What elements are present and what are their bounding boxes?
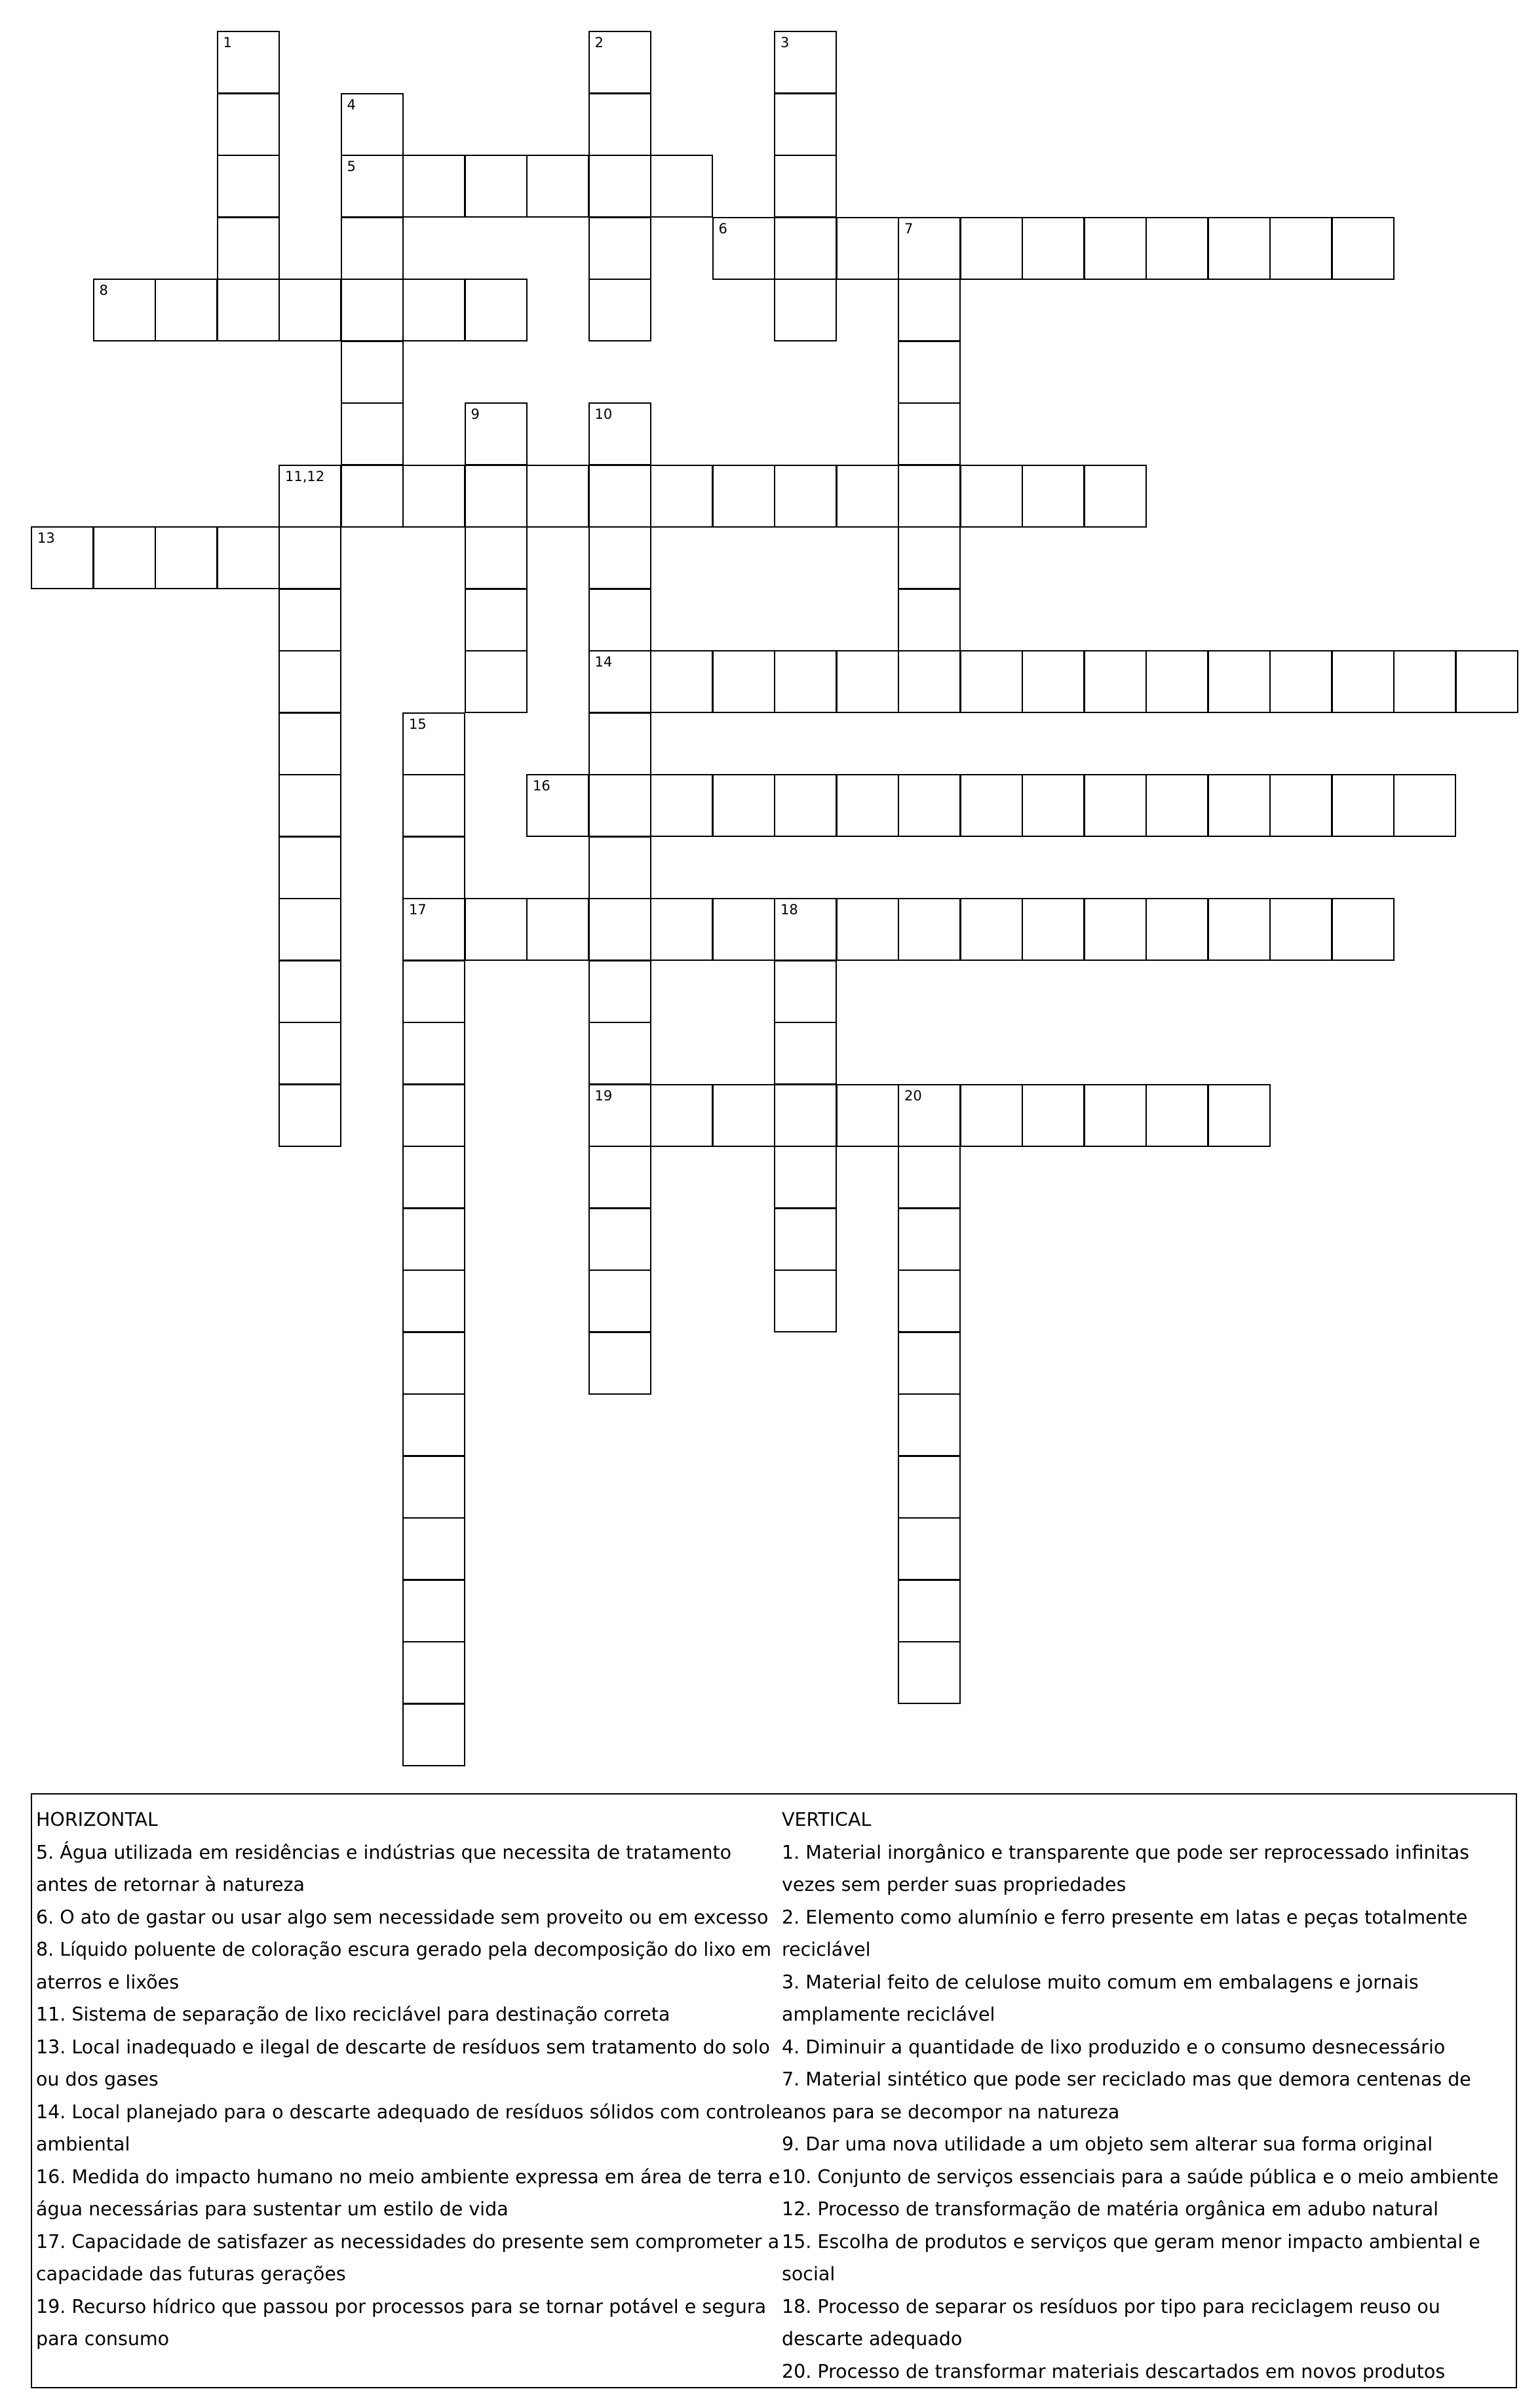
crossword-cell[interactable] (774, 1022, 837, 1085)
crossword-cell[interactable] (279, 589, 341, 651)
crossword-cell[interactable] (1393, 650, 1456, 713)
crossword-cell[interactable] (1208, 898, 1271, 961)
crossword-cell[interactable] (1084, 774, 1147, 837)
clue-number: 7 (904, 220, 914, 237)
crossword-cell[interactable] (31, 526, 94, 589)
crossword-cell[interactable] (1022, 774, 1085, 837)
clue-vertical-15: 15. Escolha de produtos e serviços que geram menor impacto ambiental e social (782, 2230, 1480, 2285)
clue-number: 4 (347, 96, 356, 113)
clue-number: 18 (780, 902, 798, 918)
crossword-cell[interactable] (341, 341, 404, 404)
crossword-cell[interactable] (774, 1208, 837, 1271)
crossword-cell[interactable] (588, 960, 651, 1023)
crossword-cell[interactable] (402, 279, 465, 341)
crossword-cell[interactable] (1332, 898, 1395, 961)
crossword-cell[interactable] (1022, 650, 1085, 713)
crossword-cell[interactable] (898, 1517, 961, 1580)
crossword-cell[interactable] (1269, 898, 1332, 961)
clue-horizontal-14: 14. Local planejado para o descarte adequado de resíduos sólidos com controle ambiental (36, 2101, 782, 2155)
crossword-cell[interactable] (217, 93, 280, 156)
crossword-cell[interactable] (402, 1393, 465, 1456)
crossword-cell[interactable] (93, 526, 156, 589)
crossword-cell[interactable] (588, 1270, 651, 1332)
crossword-cell[interactable] (465, 279, 528, 341)
crossword-cell[interactable] (712, 650, 775, 713)
crossword-cell[interactable] (1084, 898, 1147, 961)
crossword-cell[interactable] (588, 650, 651, 713)
crossword-cell[interactable] (279, 465, 341, 528)
crossword-cell[interactable] (279, 712, 341, 775)
crossword-cell[interactable] (1145, 898, 1208, 961)
crossword-cell[interactable] (217, 31, 280, 94)
crossword-cell[interactable] (1084, 217, 1147, 280)
crossword-cell[interactable] (650, 774, 713, 837)
crossword-cell[interactable] (588, 217, 651, 280)
clue-vertical-10: 10. Conjunto de serviços essenciais para a saúde pública e o meio ambiente (782, 2165, 1499, 2188)
clue-vertical-18: 18. Processo de separar os resíduos por tipo para reciclagem reuso ou descarte adequado (782, 2295, 1440, 2350)
crossword-cell[interactable] (836, 1084, 899, 1147)
crossword-cell[interactable] (960, 774, 1023, 837)
crossword-cell[interactable] (588, 589, 651, 651)
crossword-cell[interactable] (898, 1270, 961, 1332)
crossword-cell[interactable] (588, 279, 651, 341)
clue-vertical-4: 4. Diminuir a quantidade de lixo produzido e o consumo desnecessário (782, 2036, 1446, 2058)
crossword-cell[interactable] (1022, 898, 1085, 961)
crossword-cell[interactable] (341, 465, 404, 528)
crossword-cell[interactable] (279, 650, 341, 713)
crossword-cell[interactable] (1455, 650, 1518, 713)
crossword-cell[interactable] (960, 1084, 1023, 1147)
crossword-cell[interactable] (774, 774, 837, 837)
crossword-cell[interactable] (960, 650, 1023, 713)
crossword-cell[interactable] (650, 898, 713, 961)
crossword-cell[interactable] (1022, 465, 1085, 528)
clue-vertical-3: 3. Material feito de celulose muito comum em embalagens e jornais amplamente reciclável (782, 1971, 1419, 2025)
crossword-cell[interactable] (402, 1146, 465, 1209)
clue-number: 5 (347, 159, 356, 174)
crossword-cell[interactable] (898, 1393, 961, 1456)
crossword-cell[interactable] (898, 1641, 961, 1704)
crossword-cell[interactable] (341, 279, 404, 341)
clue-number: 9 (471, 406, 480, 422)
crossword-cell[interactable] (898, 279, 961, 341)
crossword-cell[interactable] (898, 1208, 961, 1271)
crossword-cell[interactable] (526, 465, 589, 528)
crossword-cell[interactable] (402, 1208, 465, 1271)
crossword-cell[interactable] (1145, 1084, 1208, 1147)
crossword-cell[interactable] (1084, 465, 1147, 528)
clue-number: 2 (594, 35, 604, 50)
crossword-cell[interactable] (1084, 1084, 1147, 1147)
crossword-cell[interactable] (402, 1517, 465, 1580)
crossword-cell[interactable] (402, 465, 465, 528)
crossword-cell[interactable] (279, 279, 341, 341)
crossword-cell[interactable] (960, 898, 1023, 961)
crossword-cell[interactable] (279, 1022, 341, 1085)
crossword-cell[interactable] (1208, 774, 1271, 837)
clue-number: 10 (594, 406, 613, 422)
crossword-cell[interactable] (402, 1703, 465, 1766)
crossword-cell[interactable] (774, 898, 837, 961)
crossword-cell[interactable] (526, 155, 589, 218)
crossword-cell[interactable] (279, 960, 341, 1023)
clue-horizontal-11: 11. Sistema de separação de lixo reciclável para destinação correta (36, 2004, 670, 2025)
clues-box (31, 1793, 1517, 2388)
crossword-cell[interactable] (588, 1332, 651, 1395)
crossword-cell[interactable] (898, 402, 961, 465)
crossword-cell[interactable] (774, 31, 837, 94)
crossword-cell[interactable] (279, 898, 341, 961)
crossword-cell[interactable] (774, 1084, 837, 1147)
crossword-cell[interactable] (898, 774, 961, 837)
clue-number: 13 (37, 530, 55, 546)
clue-number: 11,12 (285, 468, 325, 484)
crossword-cell[interactable] (898, 1580, 961, 1642)
clue-horizontal-8: 8. Líquido poluente de coloração escura gerado pela decomposição do lixo em aterros e lixões (36, 1939, 771, 1993)
clue-horizontal-19: 19. Recurso hídrico que passou por processos para se tornar potável e segura para consumo (36, 2295, 767, 2350)
crossword-cell[interactable] (774, 279, 837, 341)
crossword-cell[interactable] (588, 1084, 651, 1147)
crossword-cell[interactable] (588, 1146, 651, 1209)
crossword-cell[interactable] (465, 650, 528, 713)
clue-horizontal-13: 13. Local inadequado e ilegal de descarte de resíduos sem tratamento do solo ou dos gases (36, 2036, 770, 2090)
crossword-cell[interactable] (1332, 774, 1395, 837)
crossword-cell[interactable] (650, 155, 713, 218)
crossword-cell[interactable] (898, 1332, 961, 1395)
crossword-cell[interactable] (402, 836, 465, 899)
clue-number: 20 (904, 1087, 922, 1104)
crossword-cell[interactable] (465, 898, 528, 961)
crossword-cell[interactable] (279, 774, 341, 837)
clue-horizontal-17: 17. Capacidade de satisfazer as necessidades do presente sem comprometer a capacidade das futuras gerações (36, 2230, 780, 2285)
crossword-cell[interactable] (588, 774, 651, 837)
crossword-cell[interactable] (712, 1084, 775, 1147)
crossword-cell[interactable] (279, 526, 341, 589)
horizontal-clues (36, 1804, 783, 2356)
crossword-cell[interactable] (526, 898, 589, 961)
clue-vertical-9: 9. Dar uma nova utilidade a um objeto sem alterar sua forma original (782, 2133, 1433, 2155)
crossword-cell[interactable] (898, 1146, 961, 1209)
crossword-cell[interactable] (774, 217, 837, 280)
crossword-cell[interactable] (588, 1022, 651, 1085)
crossword-cell[interactable] (960, 465, 1023, 528)
clue-vertical-20: 20. Processo de transformar materiais descartados em novos produtos (782, 2360, 1446, 2382)
crossword-cell[interactable] (1145, 650, 1208, 713)
clue-horizontal-6: 6. O ato de gastar ou usar algo sem necessidade sem proveito ou em excesso (36, 1906, 769, 1928)
vertical-clues (782, 1804, 1514, 2388)
crossword-cell[interactable] (341, 93, 404, 156)
crossword-cell[interactable] (774, 93, 837, 156)
crossword-cell[interactable] (898, 526, 961, 589)
crossword-cell[interactable] (465, 526, 528, 589)
crossword-cell[interactable] (836, 650, 899, 713)
crossword-cell[interactable] (588, 155, 651, 218)
clue-number: 8 (99, 282, 108, 298)
crossword-cell[interactable] (588, 712, 651, 775)
crossword-cell[interactable] (712, 217, 775, 280)
crossword-cell[interactable] (341, 217, 404, 280)
crossword-cell[interactable] (402, 1580, 465, 1642)
crossword-cell[interactable] (588, 1208, 651, 1271)
crossword-cell[interactable] (774, 1146, 837, 1209)
crossword-cell[interactable] (588, 526, 651, 589)
crossword-cell[interactable] (898, 898, 961, 961)
vertical-heading: VERTICAL (782, 1809, 872, 1831)
crossword-cell[interactable] (217, 279, 280, 341)
crossword-cell[interactable] (898, 465, 961, 528)
crossword-cell[interactable] (279, 836, 341, 899)
crossword-cell[interactable] (402, 155, 465, 218)
crossword-cell[interactable] (465, 465, 528, 528)
crossword-cell[interactable] (650, 1084, 713, 1147)
crossword-cell[interactable] (898, 217, 961, 280)
clue-vertical-1: 1. Material inorgânico e transparente que pode ser reprocessado infinitas vezes sem perder suas propriedades (782, 1841, 1470, 1895)
crossword-cell[interactable] (898, 589, 961, 651)
crossword-cell[interactable] (402, 712, 465, 775)
crossword-cell[interactable] (1269, 650, 1332, 713)
crossword-cell[interactable] (712, 465, 775, 528)
crossword-cell[interactable] (402, 898, 465, 961)
crossword-cell[interactable] (712, 898, 775, 961)
crossword-cell[interactable] (774, 1270, 837, 1332)
crossword-cell[interactable] (1022, 1084, 1085, 1147)
crossword-cell[interactable] (898, 341, 961, 404)
crossword-cell[interactable] (155, 526, 218, 589)
crossword-cell[interactable] (217, 217, 280, 280)
crossword-cell[interactable] (898, 650, 961, 713)
crossword-cell[interactable] (402, 960, 465, 1023)
crossword-cell[interactable] (279, 1084, 341, 1147)
crossword-cell[interactable] (836, 774, 899, 837)
crossword-cell[interactable] (774, 960, 837, 1023)
crossword-cell[interactable] (774, 650, 837, 713)
crossword-cell[interactable] (402, 1022, 465, 1085)
clue-vertical-12: 12. Processo de transformação de matéria orgânica em adubo natural (782, 2198, 1439, 2220)
crossword-cell[interactable] (402, 774, 465, 837)
crossword-cell[interactable] (465, 155, 528, 218)
crossword-cell[interactable] (93, 279, 156, 341)
crossword-cell[interactable] (402, 1084, 465, 1147)
horizontal-heading: HORIZONTAL (36, 1809, 158, 1831)
crossword-cell[interactable] (1084, 650, 1147, 713)
crossword-cell[interactable] (217, 526, 280, 589)
crossword-cell[interactable] (341, 155, 404, 218)
crossword-cell[interactable] (1332, 217, 1395, 280)
clue-horizontal-16: 16. Medida do impacto humano no meio ambiente expressa em área de terra e água necessárias para sustentar um estilo de vida (36, 2165, 780, 2220)
crossword-cell[interactable] (960, 217, 1023, 280)
clue-number: 15 (409, 716, 427, 732)
crossword-cell[interactable] (217, 155, 280, 218)
clue-horizontal-5: 5. Água utilizada em residências e indústrias que necessita de tratamento antes de retornar à natureza (36, 1841, 732, 1895)
crossword-cell[interactable] (1269, 774, 1332, 837)
clue-vertical-2: 2. Elemento como alumínio e ferro presente em latas e peças totalmente reciclável (782, 1906, 1468, 1960)
crossword-cell[interactable] (588, 402, 651, 465)
crossword-cell[interactable] (898, 1084, 961, 1147)
crossword-cell[interactable] (650, 465, 713, 528)
crossword-cell[interactable] (1332, 650, 1395, 713)
clue-number: 6 (718, 220, 727, 237)
crossword-cell[interactable] (1022, 217, 1085, 280)
clue-number: 14 (594, 654, 613, 670)
clue-number: 19 (594, 1087, 613, 1104)
crossword-cell[interactable] (341, 402, 404, 465)
crossword-cell[interactable] (836, 217, 899, 280)
crossword-cell[interactable] (1393, 774, 1456, 837)
crossword-cell[interactable] (155, 279, 218, 341)
crossword-cell[interactable] (898, 1456, 961, 1519)
clue-number: 1 (223, 35, 232, 50)
crossword-cell[interactable] (588, 836, 651, 899)
crossword-cell[interactable] (1208, 650, 1271, 713)
crossword-cell[interactable] (588, 31, 651, 94)
crossword-cell[interactable] (836, 898, 899, 961)
crossword-cell[interactable] (465, 402, 528, 465)
crossword-cell[interactable] (1269, 217, 1332, 280)
crossword-cell[interactable] (402, 1456, 465, 1519)
crossword-cell[interactable] (588, 93, 651, 156)
crossword-cell[interactable] (774, 155, 837, 218)
crossword-cell[interactable] (402, 1641, 465, 1704)
crossword-cell[interactable] (1145, 774, 1208, 837)
crossword-cell[interactable] (650, 650, 713, 713)
crossword-cell[interactable] (712, 774, 775, 837)
crossword-cell[interactable] (1208, 217, 1271, 280)
crossword-cell[interactable] (402, 1332, 465, 1395)
clue-number: 16 (533, 778, 550, 794)
crossword-cell[interactable] (588, 898, 651, 961)
clue-vertical-7: 7. Material sintético que pode ser reciclado mas que demora centenas de anos para se decompor na natureza (782, 2068, 1471, 2123)
crossword-cell[interactable] (526, 774, 589, 837)
crossword-cell[interactable] (465, 589, 528, 651)
crossword-cell[interactable] (402, 1270, 465, 1332)
crossword-cell[interactable] (1145, 217, 1208, 280)
crossword-cell[interactable] (774, 465, 837, 528)
crossword-cell[interactable] (1208, 1084, 1271, 1147)
clue-number: 3 (780, 35, 790, 50)
crossword-cell[interactable] (836, 465, 899, 528)
crossword-cell[interactable] (588, 465, 651, 528)
clue-number: 17 (409, 902, 427, 918)
